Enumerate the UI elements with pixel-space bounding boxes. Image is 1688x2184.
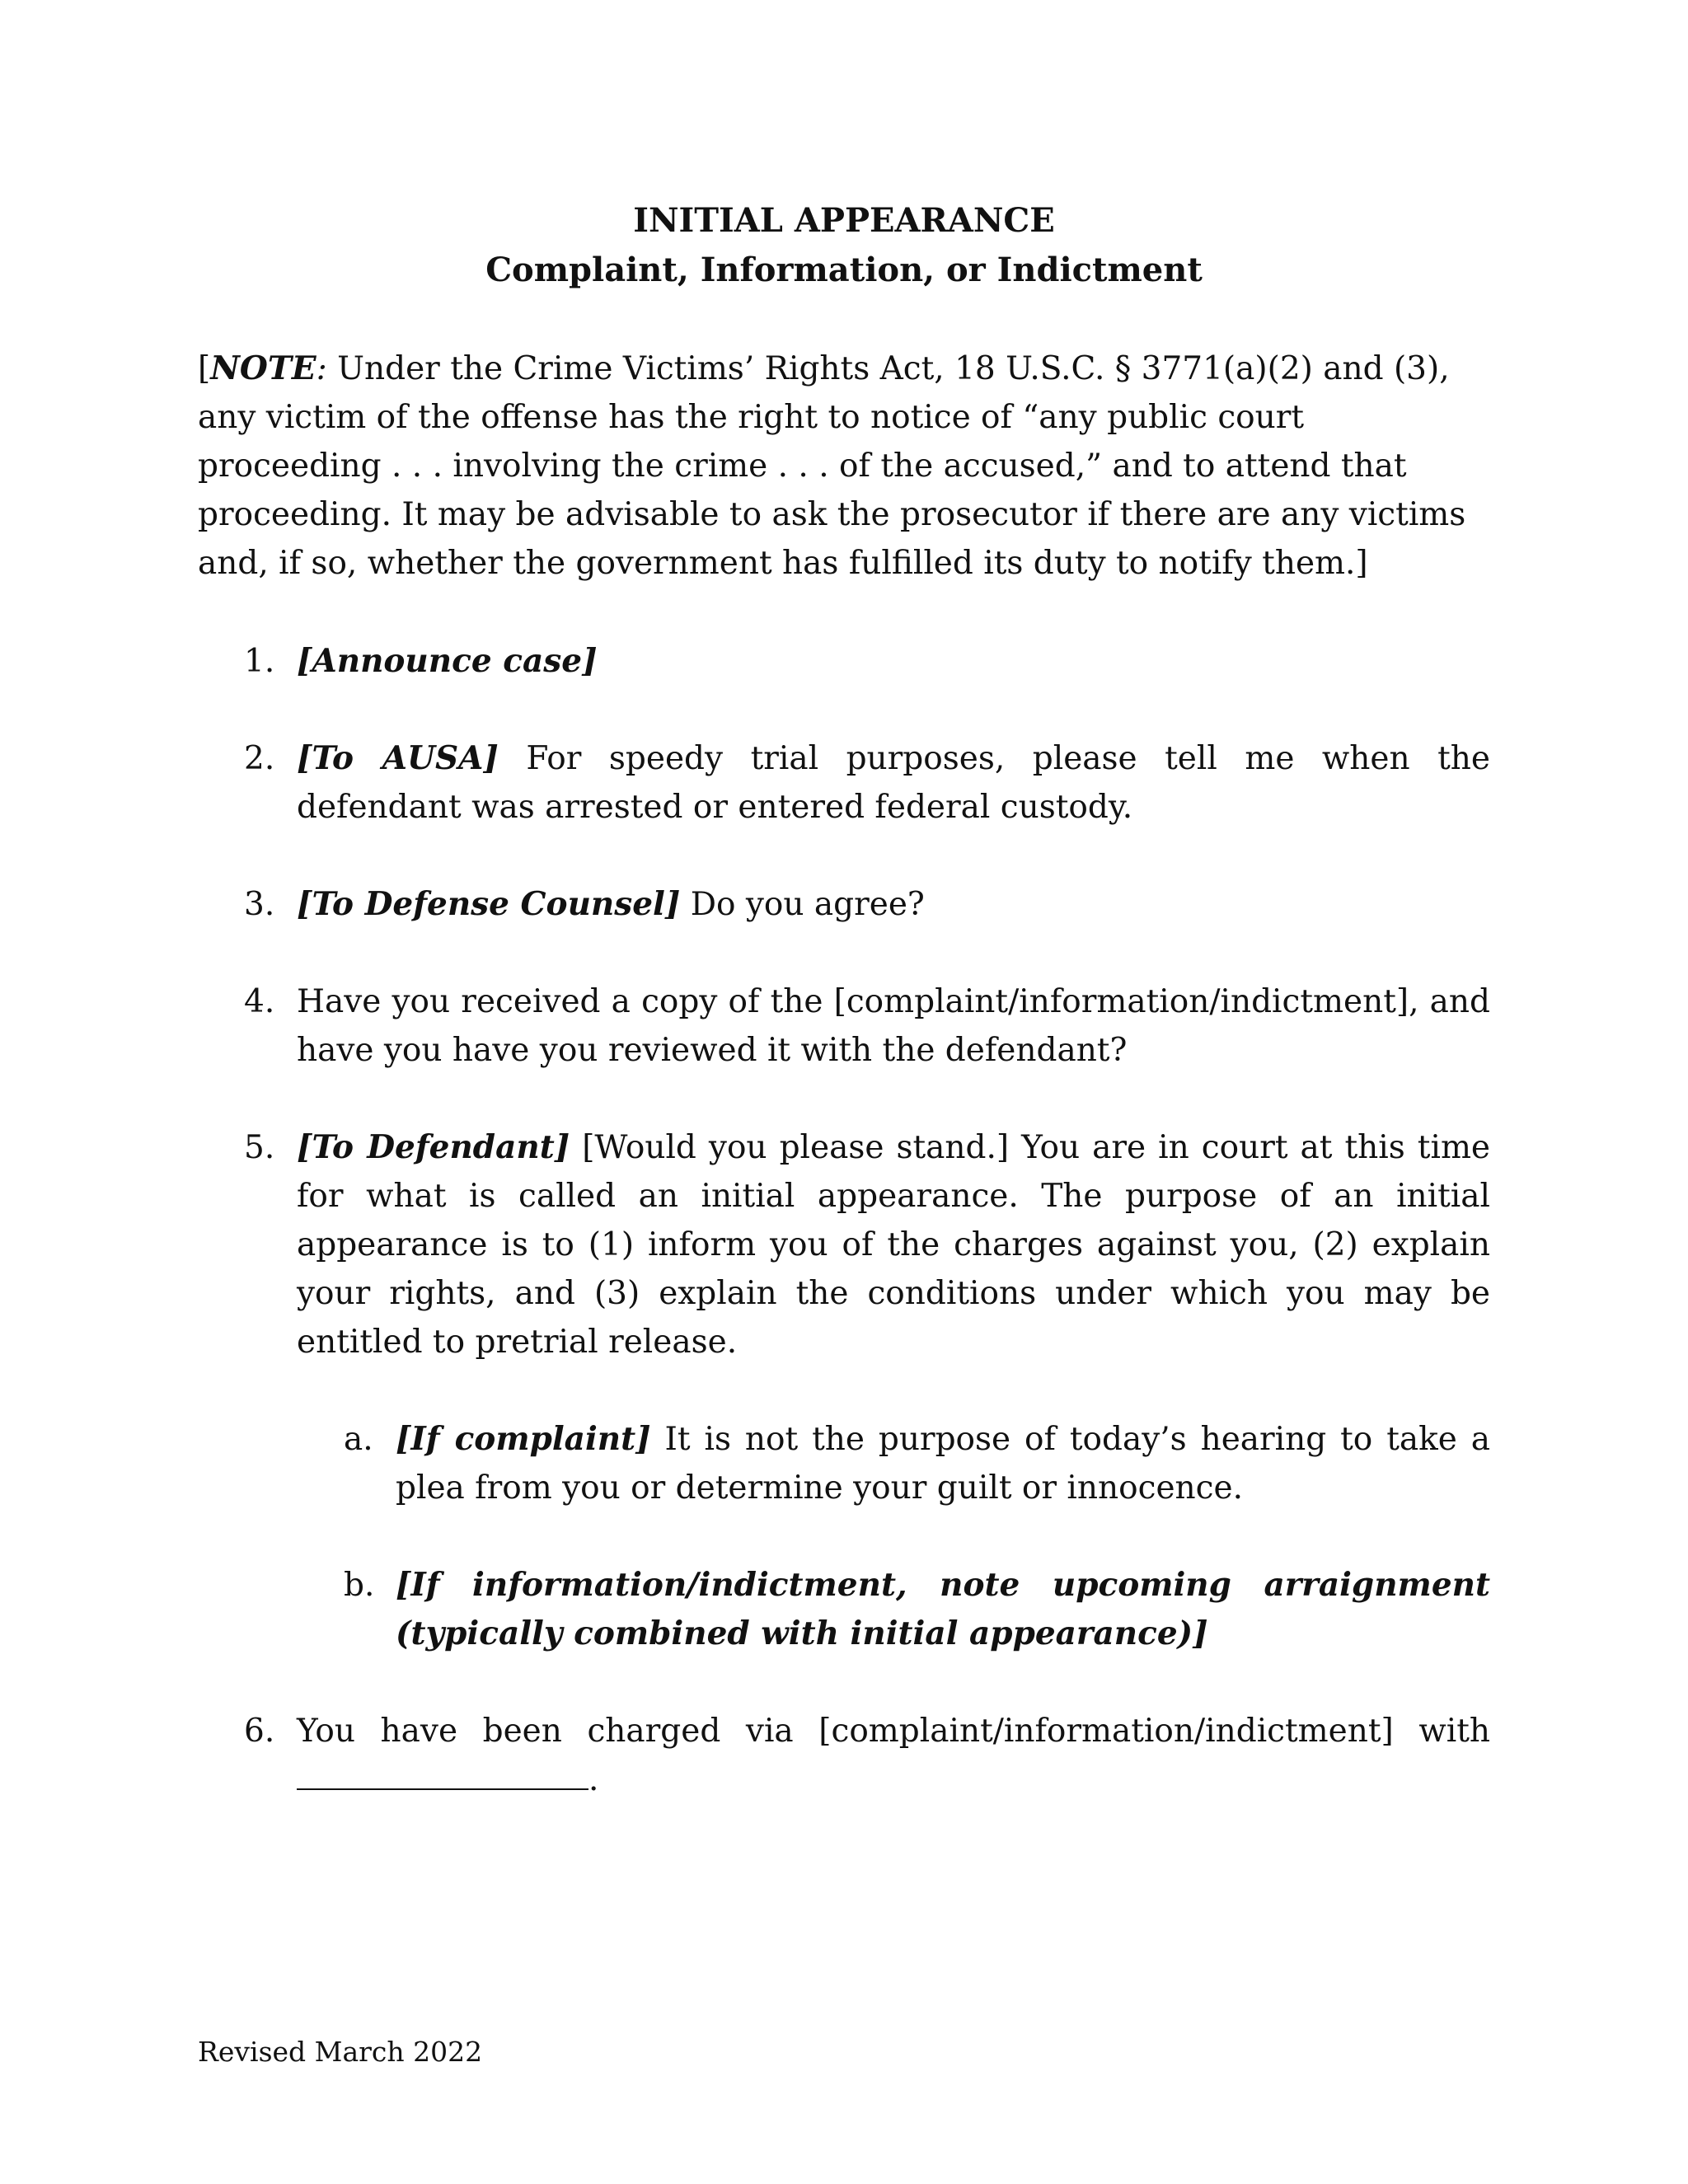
subitem-letter: b. xyxy=(344,1567,375,1604)
subitem-text: It is not the purpose of today’s hearing to take a plea from you or determine your guilt or innocence. xyxy=(396,1421,1490,1507)
item-text: Have you received a copy of the [complaint/information/indictment], and have you have you reviewed it with the defendant? xyxy=(297,983,1490,1069)
item-text: For speedy trial purposes, please tell me when the defendant was arrested or entered federal custody. xyxy=(297,740,1490,826)
item-lead: [To AUSA] xyxy=(297,739,499,777)
revision-footer: Revised March 2022 xyxy=(198,2036,483,2068)
item-lead: [To Defendant] xyxy=(297,1128,570,1166)
charge-blank-line xyxy=(297,1755,588,1790)
list-item xyxy=(198,1707,1490,1804)
subitem-lead: [If information/indictment, note upcoming arraignment (typically combined with initial appearance)] xyxy=(396,1566,1490,1652)
note-lead: NOTE xyxy=(210,349,316,387)
item-text: Do you agree? xyxy=(680,886,925,923)
item-lead: [Announce case] xyxy=(297,642,598,680)
list-item xyxy=(198,880,1490,929)
list-item xyxy=(198,1123,1490,1658)
note-open-bracket: [ xyxy=(198,350,211,387)
list-item xyxy=(198,734,1490,832)
item-number: 1. xyxy=(244,643,275,680)
sub-list-item xyxy=(297,1415,1490,1512)
item-number: 4. xyxy=(244,983,275,1020)
item-number: 2. xyxy=(244,740,275,777)
title-line-2: Complaint, Information, or Indictment xyxy=(485,251,1203,289)
item-number: 5. xyxy=(244,1129,275,1166)
crime-victims-note xyxy=(198,344,1490,588)
document-title xyxy=(198,196,1490,295)
item-lead: [To Defense Counsel] xyxy=(297,885,681,923)
item-text: You have been charged via [complaint/information/indictment] with xyxy=(297,1713,1490,1750)
note-colon: : xyxy=(316,350,327,387)
subitem-letter: a. xyxy=(344,1421,373,1458)
list-item xyxy=(198,977,1490,1075)
script-items xyxy=(198,637,1490,1804)
sub-list-item xyxy=(297,1561,1490,1658)
note-text: Under the Crime Victims’ Rights Act, 18 U.S.C. § 3771(a)(2) and (3), any victim of the offense has the right to notice of “any public court proceeding . . . involving the crime . . . of the accused,” and to attend that proceeding. It may be advisable to ask the prosecutor if there are any victims and, if so, whether the government has fulfilled its duty to notify them.] xyxy=(198,350,1466,582)
item-number: 6. xyxy=(244,1713,275,1750)
sub-items xyxy=(297,1415,1490,1658)
item-text: [Would you please stand.] You are in court at this time for what is called an initial appearance. The purpose of an initial appearance is to (1) inform you of the charges against you, (2) explain your rights, and (3) explain the conditions under which you may be entitled to pretrial release. xyxy=(297,1129,1491,1361)
item-trailing: . xyxy=(588,1761,599,1798)
subitem-lead: [If complaint] xyxy=(396,1420,651,1458)
document-page xyxy=(198,196,1490,1853)
title-line-1: INITIAL APPEARANCE xyxy=(633,201,1055,240)
item-number: 3. xyxy=(244,886,275,923)
list-item xyxy=(198,637,1490,686)
